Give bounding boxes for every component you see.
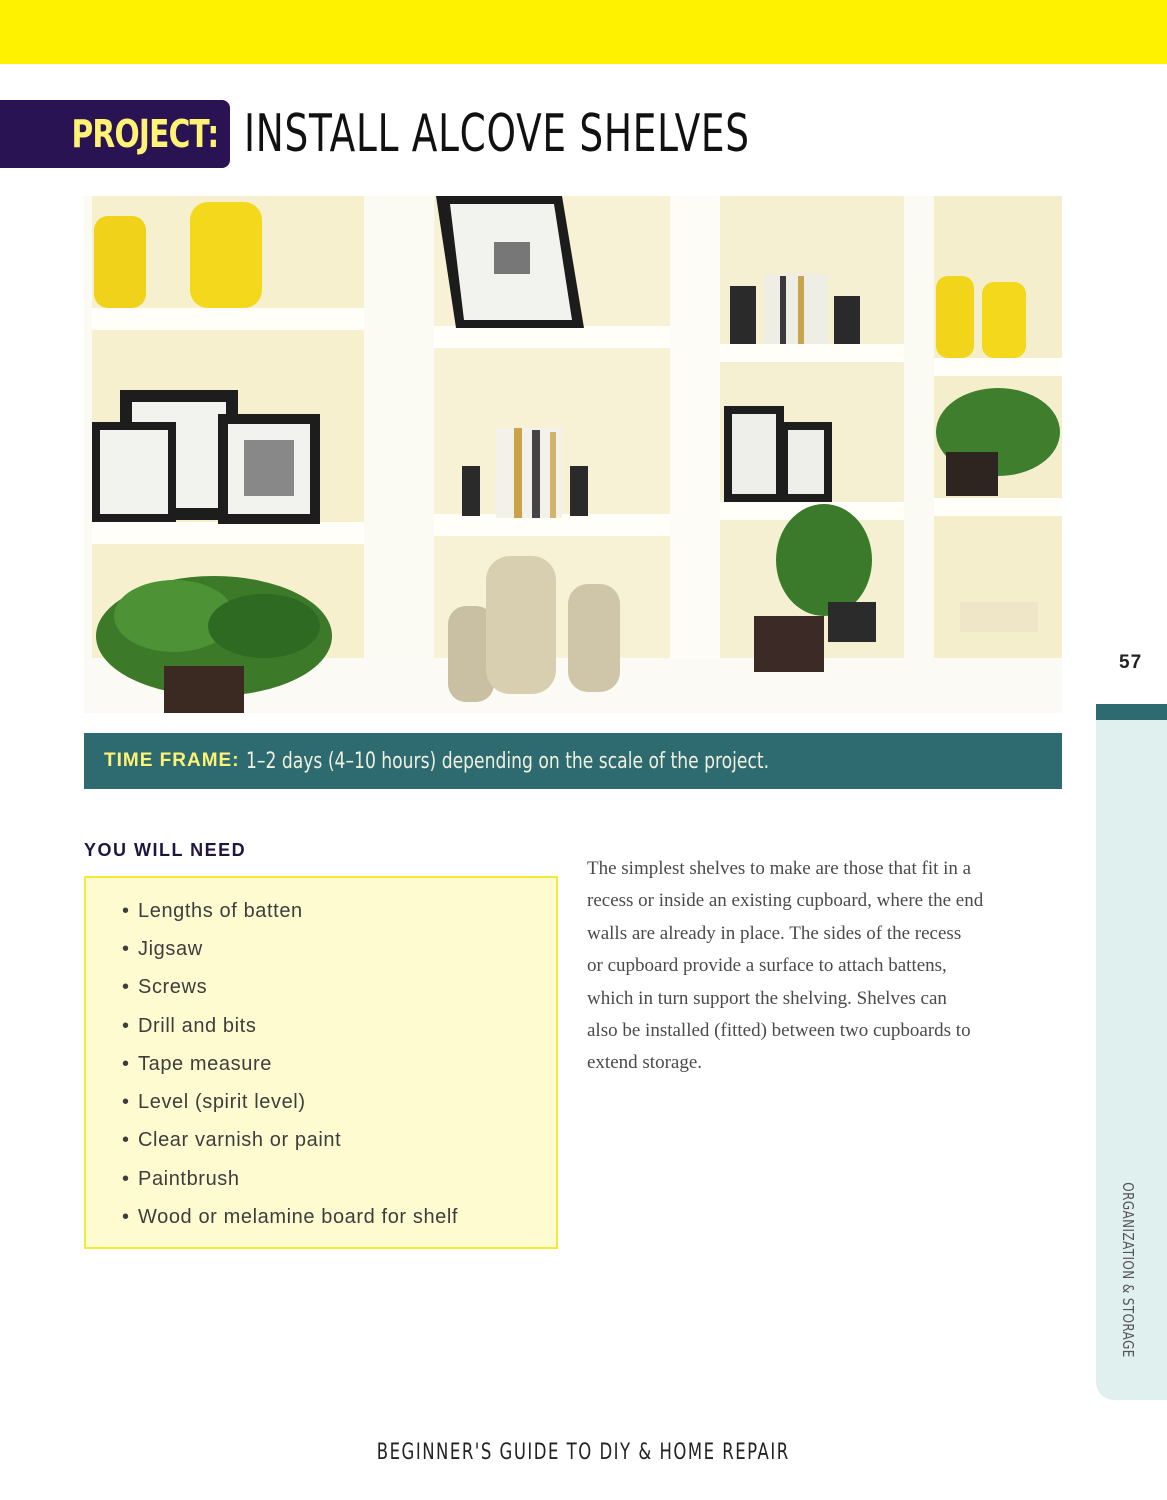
project-label: PROJECT:: [71, 112, 218, 156]
body-line: The simplest shelves to make are those that fit in a: [587, 858, 972, 879]
time-frame-text: 1–2 days (4–10 hours) depending on the scale of the project.: [245, 748, 769, 774]
list-item: • Wood or melamine board for shelf: [122, 1206, 459, 1229]
shelves-illustration: [84, 196, 1062, 713]
you-will-need-list: [84, 876, 558, 1249]
bullet-icon: •: [122, 1206, 130, 1229]
project-tag: [0, 100, 230, 168]
list-item: • Drill and bits: [122, 1014, 257, 1037]
page-number: 57: [1119, 652, 1143, 673]
list-item: • Jigsaw: [122, 937, 203, 960]
body-line: or cupboard provide a surface to attach battens,: [587, 955, 947, 977]
time-frame-banner: [84, 733, 1062, 789]
list-item: • Lengths of batten: [122, 899, 303, 922]
body-paragraph: [587, 853, 1057, 1080]
alcove-shelves-photo: [84, 196, 1062, 713]
side-tab-bar: [1096, 704, 1167, 720]
time-frame-label: TIME FRAME:: [104, 750, 240, 771]
page-title: INSTALL ALCOVE SHELVES: [244, 104, 750, 164]
title-row: [0, 100, 947, 168]
body-line: also be installed (fitted) between two cupboards to: [587, 1020, 971, 1042]
body-line: extend storage.: [587, 1052, 703, 1074]
bullet-icon: •: [122, 1167, 130, 1190]
footer-text: BEGINNER'S GUIDE TO DIY & HOME REPAIR: [377, 1440, 790, 1465]
footer: [0, 1440, 1167, 1465]
bullet-icon: •: [122, 1014, 130, 1037]
list-item: • Tape measure: [122, 1052, 272, 1075]
you-will-need-heading: YOU WILL NEED: [84, 840, 247, 860]
section-label: ORGANIZATION & STORAGE: [1119, 1182, 1137, 1358]
top-color-band: [0, 0, 1167, 64]
bullet-icon: •: [122, 976, 130, 999]
list-item: • Clear varnish or paint: [122, 1129, 342, 1152]
body-line: walls are already in place. The sides of the recess: [587, 922, 962, 944]
list-item: • Screws: [122, 976, 208, 999]
list-item: • Paintbrush: [122, 1167, 240, 1190]
body-line: recess or inside an existing cupboard, where the end: [587, 890, 984, 912]
body-line: which in turn support the shelving. Shelves can: [587, 987, 947, 1009]
bullet-icon: •: [122, 1091, 130, 1114]
bullet-icon: •: [122, 1129, 130, 1152]
bullet-icon: •: [122, 937, 130, 960]
list-item: • Level (spirit level): [122, 1091, 306, 1114]
bullet-icon: •: [122, 899, 130, 922]
bullet-icon: •: [122, 1052, 130, 1075]
